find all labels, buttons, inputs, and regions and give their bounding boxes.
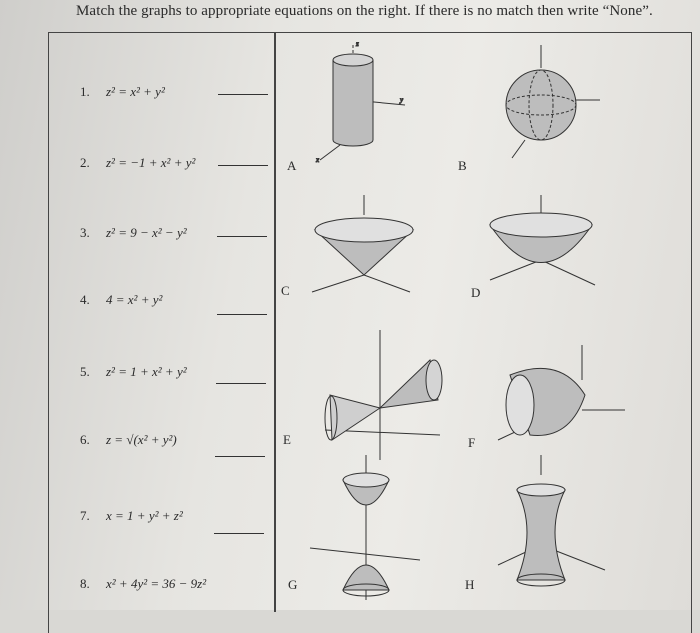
- axis-label-z: z: [356, 40, 359, 48]
- graph-g-hyperboloid-two-sheets: [310, 455, 420, 600]
- graph-c-cone: [312, 195, 413, 292]
- graph-b-sphere: [506, 45, 600, 158]
- axis-label-y: y: [400, 96, 404, 104]
- graph-label-d: D: [471, 285, 481, 300]
- eq-expr: 4 = x² + y²: [106, 292, 163, 307]
- eq-number: 3.: [80, 225, 90, 240]
- eq-expr: z² = −1 + x² + y²: [106, 155, 196, 170]
- eq-expr: z² = 1 + x² + y²: [106, 364, 187, 379]
- graph-f-paraboloid-x: [498, 345, 625, 440]
- eq-number: 7.: [80, 508, 90, 523]
- graph-label-h: H: [465, 577, 475, 592]
- graph-a-cylinder: [315, 40, 405, 164]
- graph-e-double-cone: [325, 330, 442, 460]
- eq-expr: z² = x² + y²: [106, 84, 165, 99]
- graph-label-f: F: [468, 435, 476, 450]
- eq-expr: x = 1 + y² + z²: [106, 508, 183, 523]
- eq-expr: x² + 4y² = 36 − 9z²: [106, 576, 207, 591]
- eq-number: 5.: [80, 364, 90, 379]
- graph-h-hyperboloid-one-sheet: [498, 455, 605, 586]
- eq-expr: z = √(x² + y²): [106, 432, 177, 447]
- eq-number: 1.: [80, 84, 90, 99]
- axis-label-x: x: [316, 156, 320, 164]
- graph-label-b: B: [458, 158, 467, 173]
- graph-label-e: E: [283, 432, 291, 447]
- eq-number: 6.: [80, 432, 90, 447]
- eq-expr: z² = 9 − x² − y²: [106, 225, 187, 240]
- graph-label-a: A: [287, 158, 297, 173]
- eq-number: 8.: [80, 576, 90, 591]
- graph-d-paraboloid: [490, 195, 595, 285]
- eq-number: 2.: [80, 155, 90, 170]
- graph-label-g: G: [288, 577, 298, 592]
- graph-label-c: C: [281, 283, 290, 298]
- instructions: Match the graphs to appropriate equations on the right. If there is no match then write “None”.: [76, 3, 653, 19]
- eq-number: 4.: [80, 292, 90, 307]
